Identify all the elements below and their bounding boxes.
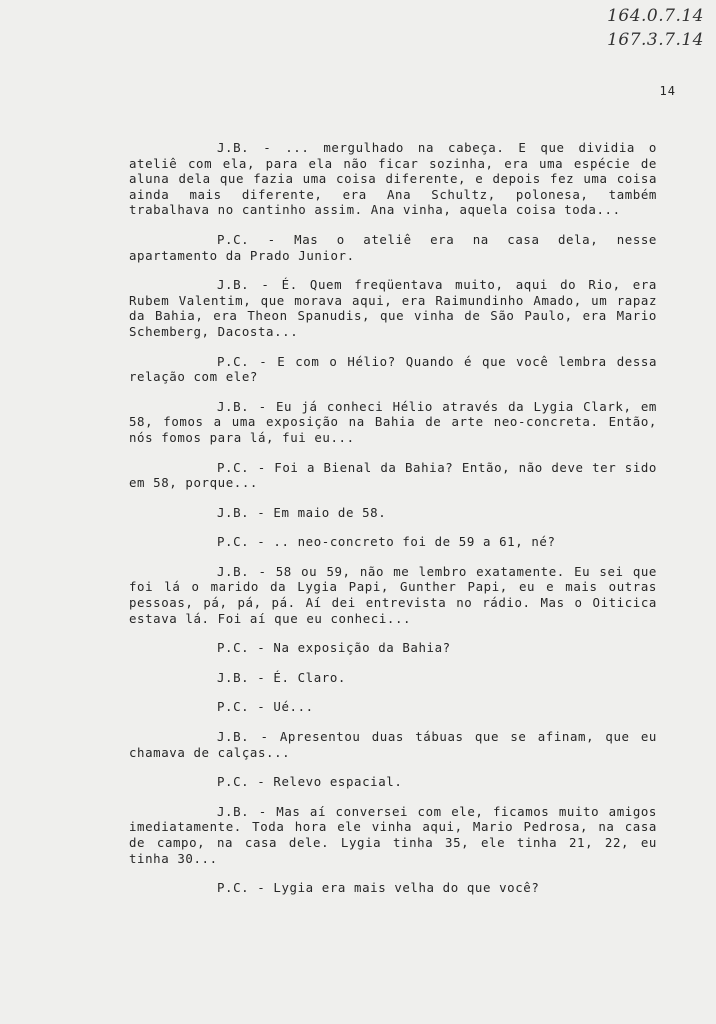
transcript-paragraph: P.C. - Mas o ateliê era na casa dela, nesse apartamento da Prado Junior. xyxy=(129,231,657,263)
transcript-paragraph: J.B. - ... mergulhado na cabeça. E que dividia o ateliê com ela, para ela não ficar sozinha, era uma espécie de aluna dela que fazia uma coisa diferente, e depois fez uma coisa ainda mais diferente, era Ana Schultz, polonesa, também trabalhava no cantinho assim. Ana vinha, aquela coisa toda... xyxy=(129,140,657,218)
transcript-paragraph: J.B. - É. Claro. xyxy=(217,669,346,685)
transcript-body xyxy=(129,140,657,910)
page-number: 14 xyxy=(659,84,676,98)
transcript-paragraph: P.C. - E com o Hélio? Quando é que você lembra dessa relação com ele? xyxy=(129,353,657,385)
transcript-paragraph: J.B. - Mas aí conversei com ele, ficamos muito amigos imediatamente. Toda hora ele vinha aqui, Mario Pedrosa, na casa de campo, na casa dele. Lygia tinha 35, ele tinha 21, 22, eu tinha 30... xyxy=(129,803,657,866)
transcript-paragraph: J.B. - 58 ou 59, não me lembro exatamente. Eu sei que foi lá o marido da Lygia Papi, Gunther Papi, eu e mais outras pessoas, pá, pá, pá. Aí dei entrevista no rádio. Mas o Oiticica estava lá. Foi aí que eu conheci... xyxy=(129,563,657,626)
transcript-paragraph: P.C. - Lygia era mais velha do que você? xyxy=(217,880,540,896)
transcript-paragraph: J.B. - Em maio de 58. xyxy=(217,504,387,520)
transcript-paragraph: P.C. - Na exposição da Bahia? xyxy=(217,640,451,656)
handwritten-annotation xyxy=(607,4,704,52)
handwritten-note: 167.3.7.14 xyxy=(607,30,704,50)
transcript-paragraph: J.B. - É. Quem freqüentava muito, aqui do Rio, era Rubem Valentim, que morava aqui, era Raimundinho Amado, um rapaz da Bahia, era Theon Spanudis, que vinha de São Paulo, era Mario Schemberg, Dacosta... xyxy=(129,277,657,339)
transcript-paragraph: P.C. - Foi a Bienal da Bahia? Então, não deve ter sido em 58, porque... xyxy=(129,459,657,491)
transcript-paragraph: J.B. - Apresentou duas tábuas que se afinam, que eu chamava de calças... xyxy=(129,729,657,760)
transcript-paragraph: P.C. - .. neo-concreto foi de 59 a 61, né? xyxy=(217,534,556,550)
transcript-paragraph: P.C. - Ué... xyxy=(217,699,314,715)
transcript-paragraph: P.C. - Relevo espacial. xyxy=(217,774,403,790)
transcript-paragraph: J.B. - Eu já conheci Hélio através da Lygia Clark, em 58, fomos a uma exposição na Bahia de arte neo-concreta. Então, nós fomos para lá, fui eu... xyxy=(129,398,657,445)
handwritten-note: 164.0.7.14 xyxy=(607,6,704,26)
